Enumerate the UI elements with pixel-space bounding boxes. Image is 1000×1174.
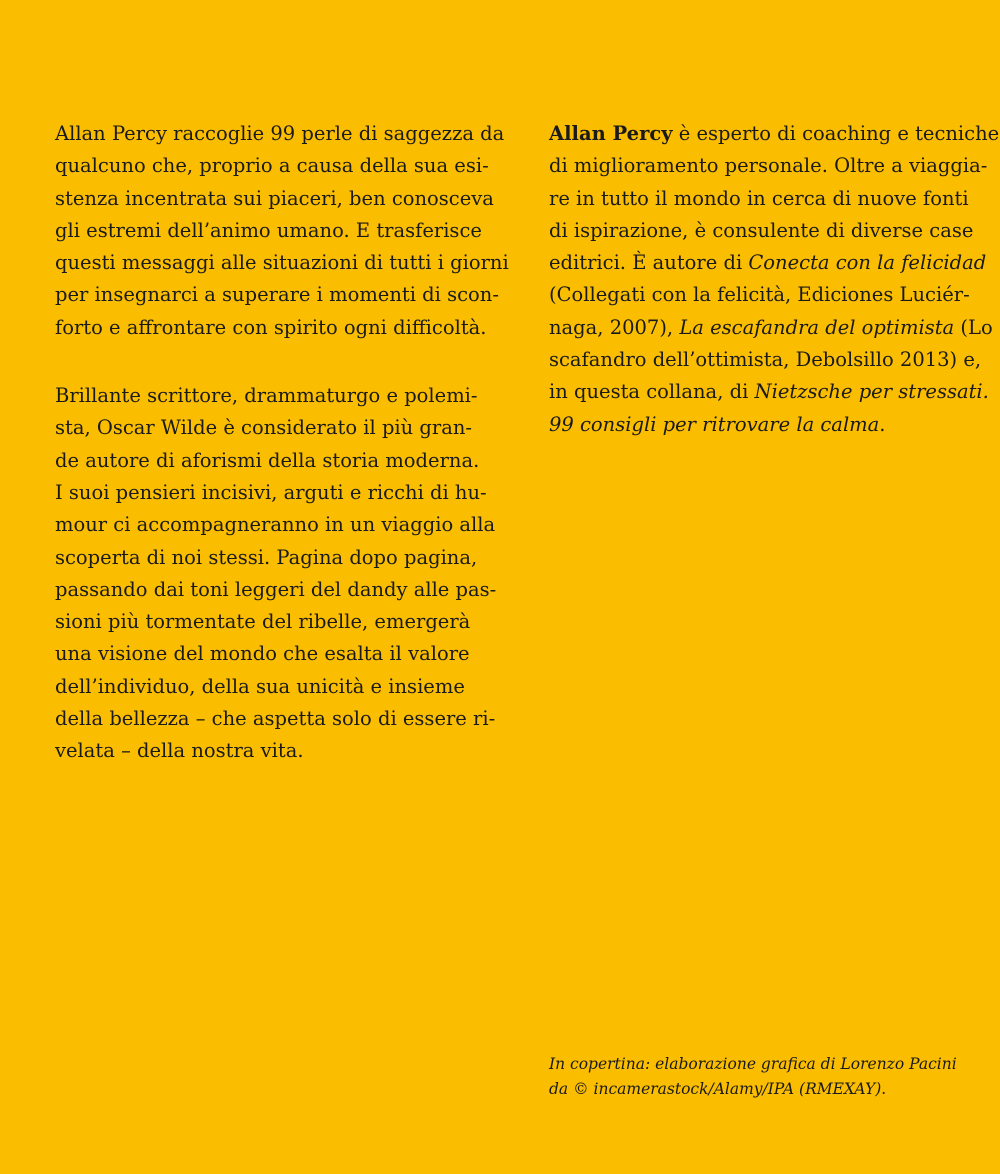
bio-text: editrici. È autore di [549,251,749,275]
text-line: de autore di aforismi della storia moderna. [55,448,480,472]
text-line: questi messaggi alle situazioni di tutti i giorni [55,251,509,275]
bio-text: naga, 2007), [549,315,680,339]
book-title: La escafandra del optimista [679,315,955,339]
author-bio [549,118,1000,441]
author-name: Allan Percy [549,122,673,145]
text-line: forto e affrontare con spirito ogni difficoltà. [55,315,487,339]
cover-credit [549,1052,979,1102]
text-line [549,312,993,344]
text-line: stenza incentrata sui piaceri, ben conosceva [55,186,494,210]
book-title: Conecta con la felicidad [748,251,987,275]
right-column [549,118,1000,477]
left-column [55,118,509,804]
text-line: di miglioramento personale. Oltre a viaggia- [549,154,988,178]
text-line: per insegnarci a superare i momenti di scon- [55,283,499,307]
bio-text: in questa collana, di [549,380,755,404]
text-line: dell’individuo, della sua unicità e insieme [55,674,465,698]
text-line: mour ci accompagneranno in un viaggio alla [55,513,496,537]
text-line: di ispirazione, è consulente di diverse case [549,218,974,242]
text-line: gli estremi dell’animo umano. E trasferisce [55,218,482,242]
text-line: velata – della nostra vita. [55,739,304,763]
text-line: qualcuno che, proprio a causa della sua esi- [55,154,489,178]
text-line [549,118,1000,150]
text-line: una visione del mondo che esalta il valore [55,642,470,666]
text-line: Brillante scrittore, drammaturgo e polemi- [55,384,478,408]
text-line: sioni più tormentate del ribelle, emergerà [55,610,471,634]
text-line: I suoi pensieri incisivi, arguti e ricchi di hu- [55,480,487,504]
credit-line: da © incamerastock/Alamy/IPA (RMEXAY). [549,1080,887,1098]
text-line: Allan Percy raccoglie 99 perle di saggezza da [55,122,505,145]
book-title: Nietzsche per stressati. [754,380,989,404]
text-line: sta, Oscar Wilde è considerato il più gran- [55,416,472,440]
text-line [549,376,989,408]
text-line [549,409,935,441]
text-line: scoperta di noi stessi. Pagina dopo pagina, [55,545,478,569]
text-line: re in tutto il mondo in cerca di nuove fonti [549,186,969,210]
bio-text: (Lo [954,315,993,339]
book-title: 99 consigli per ritrovare la calma [549,412,880,436]
credit-line: In copertina: elaborazione grafica di Lorenzo Pacini [549,1055,957,1073]
text-line: (Collegati con la felicità, Ediciones Luciér- [549,283,970,307]
text-line: scafandro dell’ottimista, Debolsillo 2013) e, [549,348,982,372]
text-line: passando dai toni leggeri del dandy alle pas- [55,577,497,601]
bio-text: è esperto di coaching e tecniche [672,122,1000,145]
text-line [549,247,987,279]
synopsis-paragraph-1 [55,118,509,344]
bio-text: . [879,412,886,436]
text-line: della bellezza – che aspetta solo di essere ri- [55,707,496,731]
synopsis-paragraph-2 [55,380,497,768]
